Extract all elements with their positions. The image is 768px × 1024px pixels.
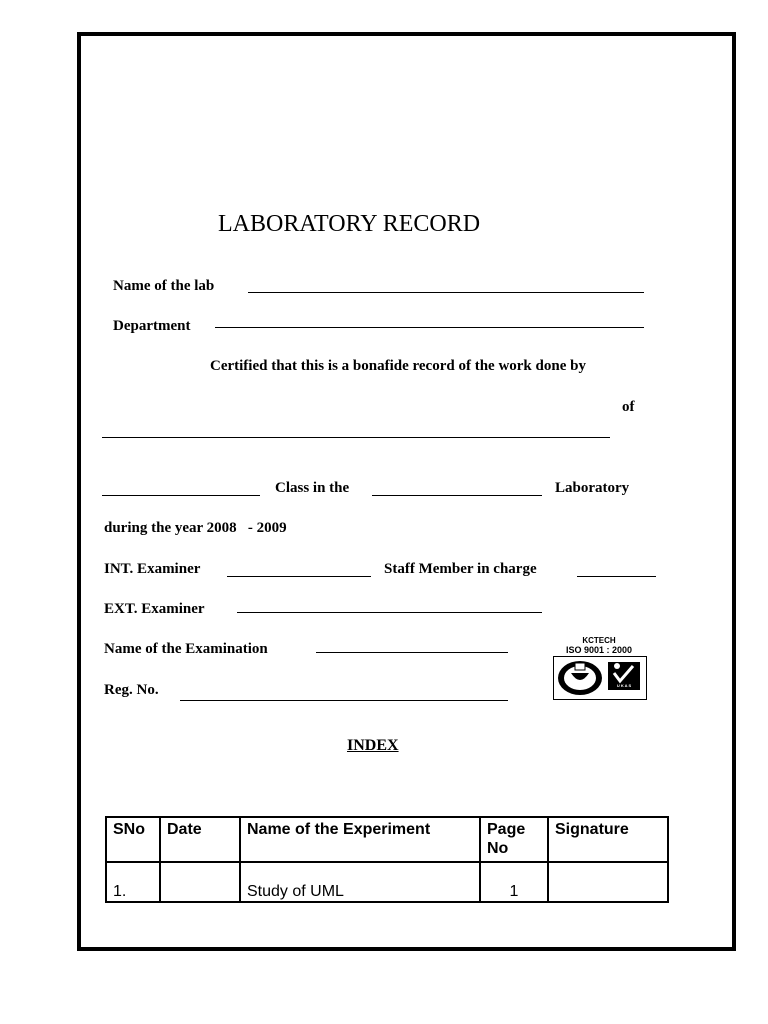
index-table bbox=[105, 816, 669, 903]
logo-cert-text: ISO 9001 : 2000 bbox=[565, 645, 633, 655]
certification-seal-icon bbox=[554, 657, 646, 699]
exam-name-line[interactable] bbox=[316, 652, 508, 653]
department-label: Department bbox=[113, 318, 191, 334]
cell-page-no: 1 bbox=[480, 862, 548, 902]
cell-signature[interactable] bbox=[548, 862, 668, 902]
lab-name-label: Name of the lab bbox=[113, 278, 215, 294]
page-border bbox=[77, 32, 736, 951]
index-heading: INDEX bbox=[347, 737, 399, 754]
header-date: Date bbox=[160, 817, 240, 862]
staff-member-line[interactable] bbox=[577, 576, 656, 577]
ext-examiner-line[interactable] bbox=[237, 612, 542, 613]
department-line[interactable] bbox=[215, 327, 644, 328]
certification-marks bbox=[553, 656, 647, 700]
logo-org-text: KCTECH bbox=[582, 636, 616, 645]
cell-experiment: Study of UML bbox=[240, 862, 480, 902]
class-line[interactable] bbox=[102, 495, 260, 496]
class-in-the-label: Class in the bbox=[275, 480, 350, 496]
header-page-no: Page No bbox=[480, 817, 548, 862]
iso-logo bbox=[551, 636, 647, 700]
certified-text: Certified that this is a bonafide record of the work done by bbox=[210, 358, 586, 374]
cell-date[interactable] bbox=[160, 862, 240, 902]
reg-no-label: Reg. No. bbox=[104, 682, 159, 698]
table-header-row bbox=[106, 817, 668, 862]
student-name-line[interactable] bbox=[102, 437, 610, 438]
ukas-text: U K A S bbox=[616, 683, 632, 688]
cell-sno: 1. bbox=[106, 862, 160, 902]
header-signature: Signature bbox=[548, 817, 668, 862]
of-text: of bbox=[622, 399, 635, 415]
staff-member-label: Staff Member in charge bbox=[384, 561, 537, 577]
header-sno: SNo bbox=[106, 817, 160, 862]
ext-examiner-label: EXT. Examiner bbox=[104, 601, 205, 617]
lab-name-line[interactable] bbox=[248, 292, 644, 293]
page-title: LABORATORY RECORD bbox=[218, 211, 481, 237]
int-examiner-line[interactable] bbox=[227, 576, 371, 577]
reg-no-line[interactable] bbox=[180, 700, 508, 701]
int-examiner-label: INT. Examiner bbox=[104, 561, 201, 577]
exam-name-label: Name of the Examination bbox=[104, 641, 268, 657]
year-text: during the year 2008 - 2009 bbox=[104, 520, 287, 536]
laboratory-label: Laboratory bbox=[555, 480, 630, 496]
laboratory-line[interactable] bbox=[372, 495, 542, 496]
header-experiment: Name of the Experiment bbox=[240, 817, 480, 862]
table-row bbox=[106, 862, 668, 902]
